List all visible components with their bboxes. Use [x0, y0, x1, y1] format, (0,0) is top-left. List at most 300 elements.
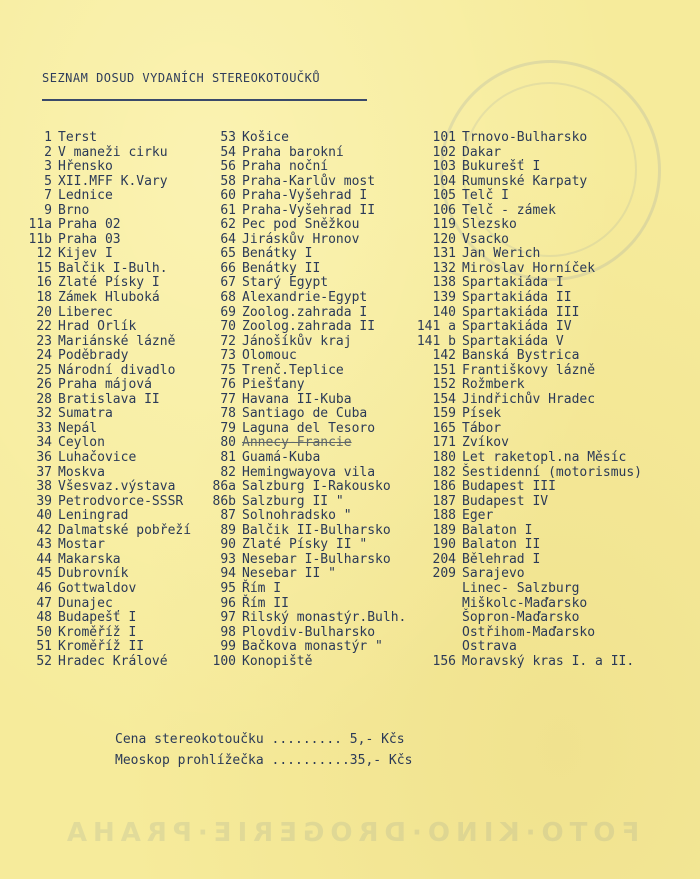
list-item: [18, 466, 191, 481]
item-number: 106: [432, 202, 456, 218]
item-number: 45: [36, 566, 52, 582]
list-item: [212, 189, 406, 204]
item-number: 119: [432, 217, 456, 233]
list-item: [18, 626, 191, 641]
item-title: Dunajec: [58, 595, 113, 611]
item-number: 69: [220, 304, 236, 320]
list-item: [408, 582, 642, 597]
item-number: 38: [36, 479, 52, 495]
item-number: 78: [220, 406, 236, 422]
item-title: Telč I: [462, 188, 509, 204]
item-title: Zvíkov: [462, 435, 509, 451]
list-item: [18, 160, 191, 175]
item-number: 80: [220, 435, 236, 451]
item-title: Praha-Vyšehrad II: [242, 202, 376, 218]
list-item: [212, 276, 406, 291]
item-number: 46: [36, 580, 52, 596]
item-number: 209: [432, 566, 456, 582]
item-number: 138: [432, 275, 456, 291]
item-title: Kijev I: [58, 246, 113, 262]
item-number: 100: [212, 653, 236, 669]
list-item: [18, 597, 191, 612]
list-item: [408, 422, 642, 437]
list-item: [212, 233, 406, 248]
list-item: [408, 480, 642, 495]
item-title: Trnovo-Bulharsko: [462, 130, 588, 145]
item-title: Liberec: [58, 304, 113, 320]
item-number: 190: [432, 537, 456, 553]
item-title: Praha 02: [58, 217, 121, 233]
item-title: Jiráskův Hronov: [242, 231, 360, 247]
item-number: 42: [36, 522, 52, 538]
item-title: Budapešť I: [58, 610, 137, 626]
item-number: 182: [432, 464, 456, 480]
item-number: 53: [220, 130, 236, 145]
item-title: Nesebar I-Bulharsko: [242, 551, 391, 567]
item-number: 86a: [212, 479, 236, 495]
item-number: 189: [432, 522, 456, 538]
item-title: Makarska: [58, 551, 121, 567]
item-title: Let raketopl.na Měsíc: [462, 450, 627, 466]
item-number: 140: [432, 304, 456, 320]
item-number: 40: [36, 508, 52, 524]
list-item: [18, 480, 191, 495]
item-title: Bělehrad I: [462, 551, 541, 567]
item-number: 12: [36, 246, 52, 262]
list-item: [408, 393, 642, 408]
list-item: [18, 146, 191, 161]
list-item: [408, 495, 642, 510]
item-number: 141 a: [416, 319, 456, 335]
list-column-2: [212, 131, 406, 669]
list-item: [18, 204, 191, 219]
item-title: Hrad Orlík: [58, 319, 137, 335]
item-title: Benátky II: [242, 260, 321, 276]
item-title: Dubrovník: [58, 566, 129, 582]
item-title: Laguna del Tesoro: [242, 420, 376, 436]
item-title: Havana II-Kuba: [242, 391, 352, 407]
list-item: [408, 306, 642, 321]
list-item: [408, 175, 642, 190]
list-item: [408, 655, 642, 670]
item-title: Trenč.Teplice: [242, 362, 344, 378]
item-number: 139: [432, 290, 456, 306]
list-item: [212, 393, 406, 408]
item-title: Gottwaldov: [58, 580, 137, 596]
list-item: [408, 276, 642, 291]
list-item: [212, 451, 406, 466]
item-title: Balčik I-Bulh.: [58, 260, 168, 276]
list-item: [18, 233, 191, 248]
item-title: Kroměříž II: [58, 639, 145, 655]
item-title: Sumatra: [58, 406, 113, 422]
item-number: 131: [432, 246, 456, 262]
list-item: [408, 262, 642, 277]
item-number: 97: [220, 610, 236, 626]
list-item: [212, 582, 406, 597]
item-number: 86b: [212, 493, 236, 509]
list-item: [212, 262, 406, 277]
list-item: [18, 553, 191, 568]
item-title: Hemingwayova vila: [242, 464, 376, 480]
list-item: [212, 611, 406, 626]
item-title: Písek: [462, 406, 502, 422]
list-item: [18, 495, 191, 510]
item-number: 204: [432, 551, 456, 567]
item-title: Linec- Salzburg: [462, 580, 580, 596]
item-title: Ostřihom-Maďarsko: [462, 624, 596, 640]
list-item: [18, 276, 191, 291]
list-item: [408, 131, 642, 146]
item-title: Mariánské lázně: [58, 333, 176, 349]
list-column-3: [408, 131, 642, 669]
list-item: [408, 597, 642, 612]
list-item: [18, 509, 191, 524]
item-title: Praha-Karlův most: [242, 173, 376, 189]
item-title: Balaton II: [462, 537, 541, 553]
item-title: Nesebar II ": [242, 566, 336, 582]
item-number: 104: [432, 173, 456, 189]
item-title: Spartakiáda II: [462, 290, 572, 306]
item-title: Nepál: [58, 420, 98, 436]
list-item: [408, 189, 642, 204]
item-number: 81: [220, 450, 236, 466]
list-item: [18, 436, 191, 451]
item-number: 50: [36, 624, 52, 640]
item-title: Bukurešť I: [462, 159, 541, 175]
list-item: [18, 349, 191, 364]
item-title: Šestidenní (motorismus): [462, 464, 643, 480]
item-title: Dalmatské pobřeží: [58, 522, 192, 538]
item-number: 73: [220, 348, 236, 364]
item-number: 95: [220, 580, 236, 596]
list-item: [212, 349, 406, 364]
item-title: Rožmberk: [462, 377, 525, 393]
item-number: 24: [36, 348, 52, 364]
item-title: Praha májová: [58, 377, 152, 393]
list-item: [212, 378, 406, 393]
item-title: Guamá-Kuba: [242, 450, 321, 466]
item-title: Banská Bystrica: [462, 348, 580, 364]
list-item: [408, 509, 642, 524]
item-number: 94: [220, 566, 236, 582]
item-number: 65: [220, 246, 236, 262]
item-title: Brno: [58, 202, 90, 218]
item-number: 18: [36, 290, 52, 306]
item-title: Zlaté Písky II ": [242, 537, 368, 553]
list-item: [408, 640, 642, 655]
list-item: [212, 320, 406, 335]
item-number: 96: [220, 595, 236, 611]
item-title: Petrodvorce-SSSR: [58, 493, 184, 509]
item-title: Balaton I: [462, 522, 533, 538]
item-title: Zoolog.zahrada I: [242, 304, 368, 320]
item-title: Národní divadlo: [58, 362, 176, 378]
item-number: 54: [220, 144, 236, 160]
list-item: [212, 567, 406, 582]
item-title: Spartakiáda IV: [462, 319, 572, 335]
item-title: Hradec Králové: [58, 653, 168, 669]
item-number: 32: [36, 406, 52, 422]
item-title: Moravský kras I. a II.: [462, 653, 635, 669]
item-number: 23: [36, 333, 52, 349]
list-item: [408, 160, 642, 175]
item-title: Plovdiv-Bulharsko: [242, 624, 376, 640]
item-title: Praha-Vyšehrad I: [242, 188, 368, 204]
item-title: Luhačovice: [58, 450, 137, 466]
item-title: Terst: [58, 130, 98, 145]
list-item: [212, 626, 406, 641]
list-item: [408, 466, 642, 481]
list-item: [212, 146, 406, 161]
list-item: [18, 451, 191, 466]
list-item: [212, 218, 406, 233]
item-number: 43: [36, 537, 52, 553]
item-number: 11b: [28, 231, 52, 247]
item-title: Balčik II-Bulharsko: [242, 522, 391, 538]
list-item: [408, 553, 642, 568]
item-number: 15: [36, 260, 52, 276]
list-item: [408, 407, 642, 422]
item-title: Konopiště: [242, 653, 313, 669]
item-title: Miroslav Horníček: [462, 260, 596, 276]
item-title: Zlaté Písky I: [58, 275, 160, 291]
item-title: Piešťany: [242, 377, 305, 393]
list-item: [18, 422, 191, 437]
item-title: Salzburg II ": [242, 493, 344, 509]
item-number: 66: [220, 260, 236, 276]
item-title: XII.MFF K.Vary: [58, 173, 168, 189]
list-item: [18, 320, 191, 335]
item-number: 159: [432, 406, 456, 422]
item-title: Spartakiáda III: [462, 304, 580, 320]
list-item: [408, 451, 642, 466]
list-item: [408, 538, 642, 553]
item-number: 102: [432, 144, 456, 160]
item-title: Sarajevo: [462, 566, 525, 582]
item-title: Miškolc-Maďarsko: [462, 595, 588, 611]
list-item: [212, 131, 406, 146]
list-item: [212, 306, 406, 321]
item-number: 47: [36, 595, 52, 611]
item-title: Zámek Hluboká: [58, 290, 160, 306]
list-item: [408, 436, 642, 451]
list-item: [18, 306, 191, 321]
item-number: 132: [432, 260, 456, 276]
item-number: 72: [220, 333, 236, 349]
list-item: [212, 538, 406, 553]
item-number: 39: [36, 493, 52, 509]
list-item: [18, 175, 191, 190]
item-number: 180: [432, 450, 456, 466]
list-item: [212, 655, 406, 670]
item-title: Eger: [462, 508, 494, 524]
item-number: 61: [220, 202, 236, 218]
item-title: Řím I: [242, 580, 282, 596]
item-number: 67: [220, 275, 236, 291]
list-item: [408, 204, 642, 219]
item-number: 70: [220, 319, 236, 335]
item-title: Spartakiáda I: [462, 275, 564, 291]
list-item: [18, 538, 191, 553]
item-number: 89: [220, 522, 236, 538]
list-item: [408, 524, 642, 539]
item-number: 58: [220, 173, 236, 189]
item-number: 77: [220, 391, 236, 407]
item-title: Řím II: [242, 595, 289, 611]
list-item: [408, 626, 642, 641]
list-item: [212, 422, 406, 437]
item-number: 1: [44, 130, 52, 145]
list-item: [408, 364, 642, 379]
list-item: [408, 320, 642, 335]
item-title: Budapest III: [462, 479, 556, 495]
item-title: Zoolog.zahrada II: [242, 319, 376, 335]
item-number: 48: [36, 610, 52, 626]
item-number: 25: [36, 362, 52, 378]
item-title: Šopron-Maďarsko: [462, 610, 580, 626]
item-number: 75: [220, 362, 236, 378]
item-number: 28: [36, 391, 52, 407]
item-number: 7: [44, 188, 52, 204]
list-item: [408, 233, 642, 248]
item-number: 186: [432, 479, 456, 495]
item-number: 82: [220, 464, 236, 480]
list-item: [408, 335, 642, 350]
item-title: Bačkova monastýr ": [242, 639, 383, 655]
list-item: [408, 146, 642, 161]
list-item: [18, 364, 191, 379]
item-title: Františkovy lázně: [462, 362, 596, 378]
item-title: Budapest IV: [462, 493, 549, 509]
item-title: Olomouc: [242, 348, 297, 364]
title-underline: [42, 99, 367, 101]
item-number: 101: [432, 130, 456, 145]
item-number: 22: [36, 319, 52, 335]
item-title: Ostrava: [462, 639, 517, 655]
item-title: Telč - zámek: [462, 202, 556, 218]
item-title: Leningrad: [58, 508, 129, 524]
item-title: Poděbrady: [58, 348, 129, 364]
item-title: Lednice: [58, 188, 113, 204]
item-number: 56: [220, 159, 236, 175]
list-item: [408, 349, 642, 364]
item-title: Bratislava II: [58, 391, 160, 407]
item-title: Santiago de Cuba: [242, 406, 368, 422]
list-item: [212, 436, 406, 451]
item-number: 187: [432, 493, 456, 509]
item-number: 93: [220, 551, 236, 567]
list-item: [18, 640, 191, 655]
list-item: [408, 567, 642, 582]
price-disc: Cena stereokotoučku ......... 5,- Kčs: [115, 732, 405, 747]
item-number: 90: [220, 537, 236, 553]
item-number: 34: [36, 435, 52, 451]
item-number: 98: [220, 624, 236, 640]
list-item: [212, 524, 406, 539]
item-title: Rumunské Karpaty: [462, 173, 588, 189]
item-title: Pec pod Sněžkou: [242, 217, 360, 233]
item-number: 99: [220, 639, 236, 655]
list-item: [212, 466, 406, 481]
item-number: 20: [36, 304, 52, 320]
item-number: 11a: [28, 217, 52, 233]
item-number: 171: [432, 435, 456, 451]
item-title: Vsacko: [462, 231, 509, 247]
list-item: [18, 582, 191, 597]
item-number: 9: [44, 202, 52, 218]
list-item: [212, 335, 406, 350]
item-number: 51: [36, 639, 52, 655]
item-title: Salzburg I-Rakousko: [242, 479, 391, 495]
list-item: [18, 524, 191, 539]
item-number: 26: [36, 377, 52, 393]
list-item: [18, 407, 191, 422]
footer-watermark: FOTO·KINO·DROGERIE·PRAHA: [60, 818, 640, 848]
document-title: SEZNAM DOSUD VYDANÍCH STEREOKOTOUČKŮ: [42, 71, 321, 85]
list-item: [18, 378, 191, 393]
item-number: 105: [432, 188, 456, 204]
item-title: Slezsko: [462, 217, 517, 233]
list-item: [212, 291, 406, 306]
list-item: [212, 175, 406, 190]
item-number: 151: [432, 362, 456, 378]
item-title: Hřensko: [58, 159, 113, 175]
list-column-1: [18, 131, 191, 669]
item-title: Košice: [242, 130, 289, 145]
item-title: Dakar: [462, 144, 502, 160]
item-number: 3: [44, 159, 52, 175]
list-item: [212, 480, 406, 495]
list-item: [212, 553, 406, 568]
item-number: 154: [432, 391, 456, 407]
list-item: [212, 364, 406, 379]
item-number: 68: [220, 290, 236, 306]
item-title: Annecy-Francie: [242, 435, 352, 451]
list-item: [18, 131, 191, 146]
list-item: [212, 407, 406, 422]
list-item: [408, 378, 642, 393]
item-title: Rilský monastýr.Bulh.: [242, 610, 407, 626]
list-item: [408, 218, 642, 233]
list-item: [18, 247, 191, 262]
item-number: 36: [36, 450, 52, 466]
item-number: 37: [36, 464, 52, 480]
list-item: [408, 247, 642, 262]
list-item: [212, 160, 406, 175]
item-title: Jindřichův Hradec: [462, 391, 596, 407]
item-title: Ceylon: [58, 435, 105, 451]
item-number: 60: [220, 188, 236, 204]
item-number: 165: [432, 420, 456, 436]
list-item: [18, 218, 191, 233]
item-number: 64: [220, 231, 236, 247]
item-title: Jan Werich: [462, 246, 541, 262]
item-number: 188: [432, 508, 456, 524]
item-title: Moskva: [58, 464, 105, 480]
item-title: Jánošíkův kraj: [242, 333, 352, 349]
item-title: Praha 03: [58, 231, 121, 247]
list-item: [212, 204, 406, 219]
list-item: [18, 611, 191, 626]
item-number: 5: [44, 173, 52, 189]
list-item: [18, 393, 191, 408]
list-item: [212, 597, 406, 612]
item-title: Praha noční: [242, 159, 329, 175]
item-number: 142: [432, 348, 456, 364]
item-number: 103: [432, 159, 456, 175]
list-item: [408, 291, 642, 306]
